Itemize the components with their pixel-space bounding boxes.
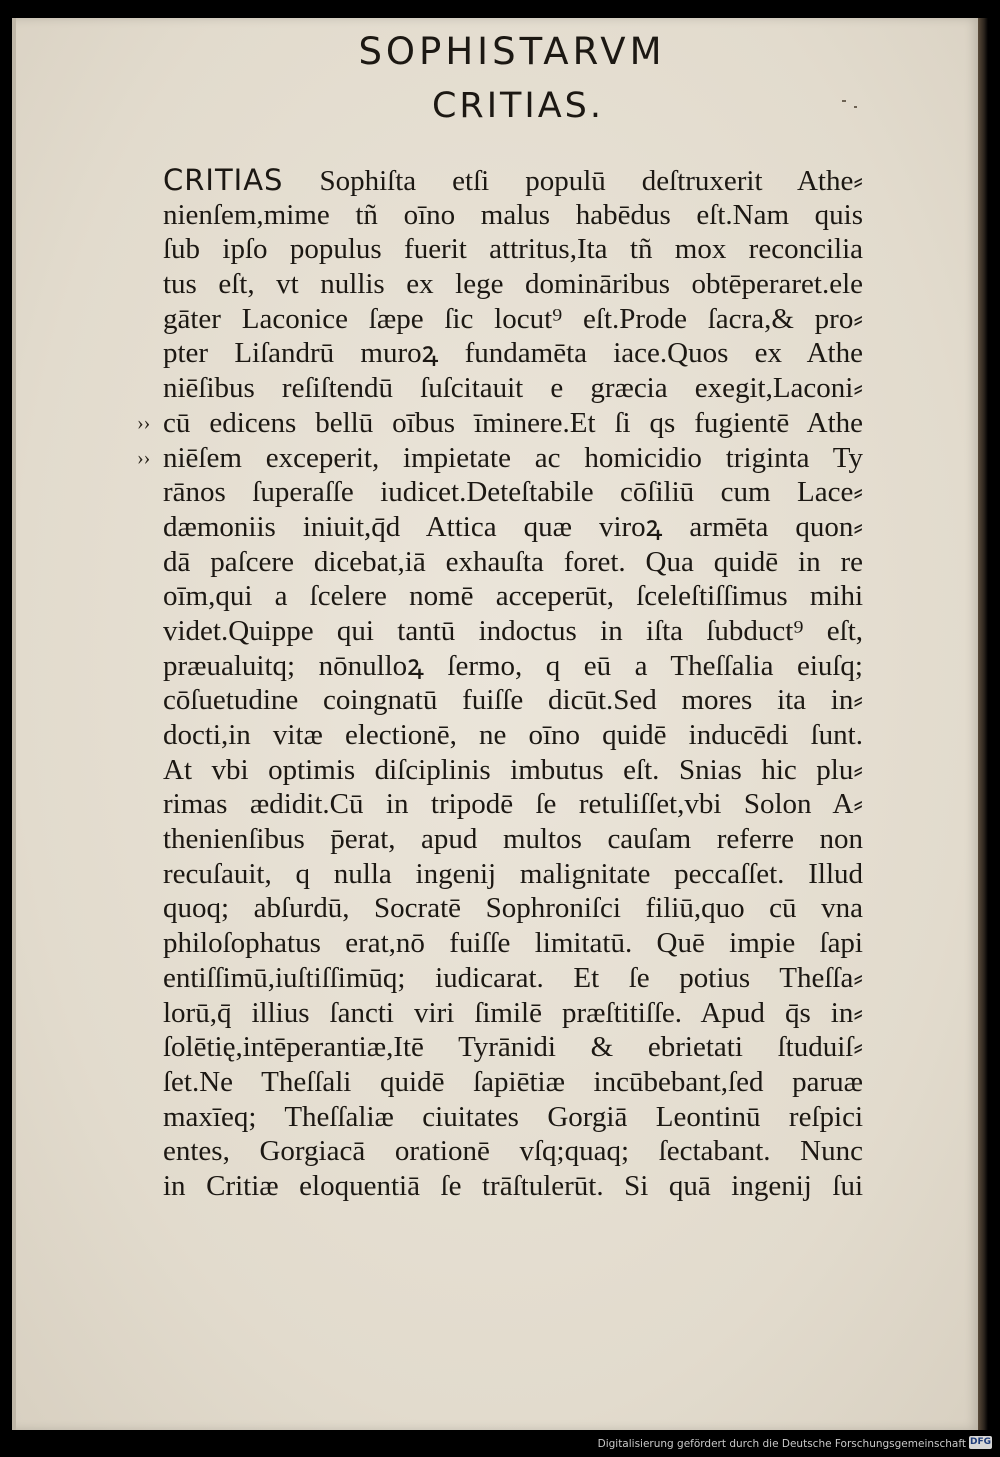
text-line [163,787,863,822]
text-line [163,891,863,926]
line-text: videt.Quippe qui tantū indoctus in iſta ſubduct⁹ eſt, [163,614,863,647]
text-line [163,961,863,996]
quotation-marker: ›› [137,446,151,469]
line-text: tus eſt, vt nullis ex lege domināribus obtēperaret.ele [163,268,863,301]
line-text: Sophiſta etſi populū deſtruxerit Athe⸗ [283,165,863,197]
text-line [163,510,863,545]
line-text: gāter Laconice ſæpe ſic locut⁹ eſt.Prode ſacra,& pro⸗ [163,302,863,335]
text-line [163,996,863,1031]
line-text: thenienſibus p̄erat, apud multos cauſam referre non [163,823,863,856]
text-line [163,371,863,406]
text-line [163,683,863,718]
text-line [163,267,863,302]
text-line [163,926,863,961]
line-text: præualuitq; nōnulloꝝ ſermo, q eū a Theſſalia eiuſq; [163,649,863,682]
quotation-marker: ›› [137,411,151,434]
text-line [163,857,863,892]
line-text: ſolētię,intēperantiæ,Itē Tyrānidi & ebrietati ſtuduiſ⸗ [163,1031,863,1064]
line-text: entes, Gorgiacā orationē vſq;quaq; ſectabant. Nunc [163,1135,863,1168]
text-line [137,406,863,441]
line-text: philoſophatus erat,nō fuiſſe limitatū. Quē impie ſapi [163,927,863,960]
opening-word: CRITIAS [163,163,284,197]
text-line [163,718,863,753]
line-text: docti,in vitæ electionē, ne oīno quidē inducēdi ſunt. [163,719,863,751]
line-text: ſub ipſo populus fuerit attritus,Ita tñ mox reconcilia [163,233,863,266]
line-text: nienſem,mime tñ oīno malus habēdus eſt.Nam quis [163,198,863,231]
text-line [163,302,863,337]
line-text: pter Liſandrū muroꝝ fundamēta iace.Quos ex Athe [163,337,863,370]
line-text: in Critiæ eloquentiā ſe trāſtulerūt. Si quā ingenij ſui [163,1169,863,1202]
dfg-logo: DFG [969,1437,991,1447]
digitization-credit: Digitalisierung gefördert durch die Deutsche Forschungsgemeinschaft [597,1438,966,1450]
text-line [163,198,863,233]
text-line [163,649,863,684]
line-text: ſet.Ne Theſſali quidē ſapiētiæ incūbebant,ſed paruæ [163,1065,863,1098]
line-text: entiſſimū,iuſtiſſimūq; iudicarat. Et ſe potius Theſſa⸗ [163,961,863,994]
line-text: niēſem exceperit, impietate ac homicidio triginta Ty [163,441,863,474]
text-line [163,1169,863,1204]
body-text [137,163,863,1204]
text-line [137,441,863,476]
line-text: oīm,qui a ſcelere nomē acceperūt, ſceleſtiſſimus mihi [163,580,863,613]
line-text: quoq; abſurdū, Socratē Sophroniſci filiū,quo cū vna [163,892,863,925]
text-line [163,614,863,649]
text-line [163,1100,863,1135]
text-line [163,822,863,857]
line-text: cōſuetudine coingnatū fuiſſe dicūt.Sed mores ita in⸗ [163,684,863,717]
line-text: dæmoniis iniuit,q̄d Attica quæ viroꝝ armēta quon⸗ [163,510,863,543]
text-line [163,232,863,267]
line-text: cū edicens bellū oībus īminere.Et ſi qs fugientē Athe [163,406,863,439]
text-line [163,1030,863,1065]
page-right-edge [978,18,988,1430]
text-line [163,475,863,510]
line-text: rimas ædidit.Cū in tripodē ſe retuliſſet,vbi Solon A⸗ [163,788,863,821]
text-line [163,163,863,198]
line-text: rānos ſuperaſſe iudicet.Deteſtabile cōſiliū cum Lace⸗ [163,476,863,509]
line-text: At vbi optimis diſciplinis imbutus eſt. Snias hic plu⸗ [163,753,863,786]
line-text: niēſibus reſiſtendū ſuſcitauit e græcia exegit,Laconi⸗ [163,372,863,405]
running-head: SOPHISTARVM [358,30,666,73]
text-line [163,579,863,614]
line-text: dā paſcere dicebat,iā exhauſta foret. Qua quidē in re [163,545,863,578]
text-line [163,1134,863,1169]
section-title: CRITIAS. [431,86,605,126]
page-left-edge [12,18,16,1430]
text-line [163,1065,863,1100]
text-line [163,753,863,788]
text-line [163,545,863,580]
text-line [163,336,863,371]
line-text: recuſauit, q nulla ingenij malignitate peccaſſet. Illud [163,857,863,890]
line-text: maxīeq; Theſſaliæ ciuitates Gorgiā Leontinū reſpici [163,1100,863,1133]
line-text: lorū,q̄ illius ſancti viri ſimilē præſtitiſſe. Apud q̄s in⸗ [163,996,863,1029]
